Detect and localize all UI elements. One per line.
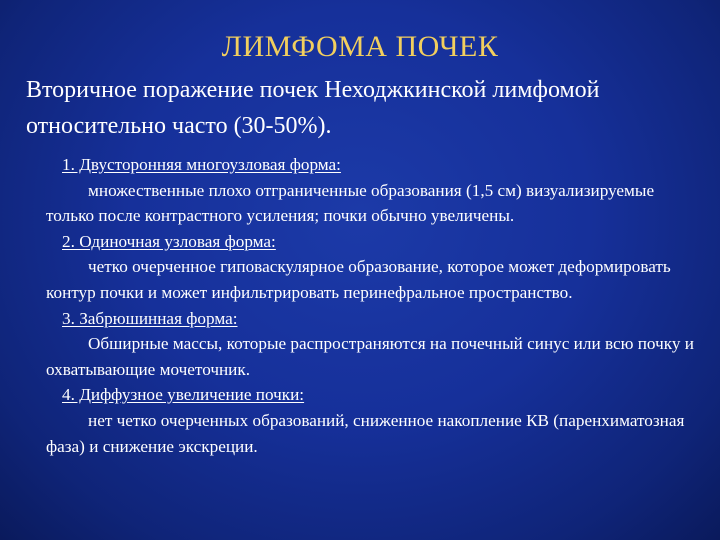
list-item xyxy=(46,229,696,306)
item-description: четко очерченное гиповаскулярное образование, которое может деформировать контур почки и может инфильтрировать перинефральное пространство. xyxy=(46,257,671,302)
item-description: множественные плохо отграниченные образования (1,5 см) визуализируемые только после контрастного усиления; почки обычно увеличены. xyxy=(46,180,655,226)
list-item xyxy=(46,382,696,459)
intro-text: Вторичное поражение почек Неходжкинской лимфомой относительно часто (30-50%). xyxy=(26,77,600,139)
item-description: Обширные массы, которые распространяются на почечный синус или всю почку и охватывающие мочеточник. xyxy=(46,334,694,379)
item-heading: 2. Одиночная узловая форма: xyxy=(62,231,276,251)
item-heading: 3. Забрюшинная форма: xyxy=(62,308,238,328)
item-heading: 4. Диффузное увеличение почки: xyxy=(62,385,305,405)
item-description: нет четко очерченных образований, сниженное накопление КВ (паренхиматозная фаза) и снижение экскреции. xyxy=(46,410,685,456)
forms-list xyxy=(46,152,696,459)
item-heading: 1. Двусторонняя многоузловая форма: xyxy=(62,155,341,174)
slide-title: ЛИМФОМА ПОЧЕК xyxy=(221,30,499,63)
list-item xyxy=(46,306,696,383)
list-item xyxy=(46,152,696,229)
